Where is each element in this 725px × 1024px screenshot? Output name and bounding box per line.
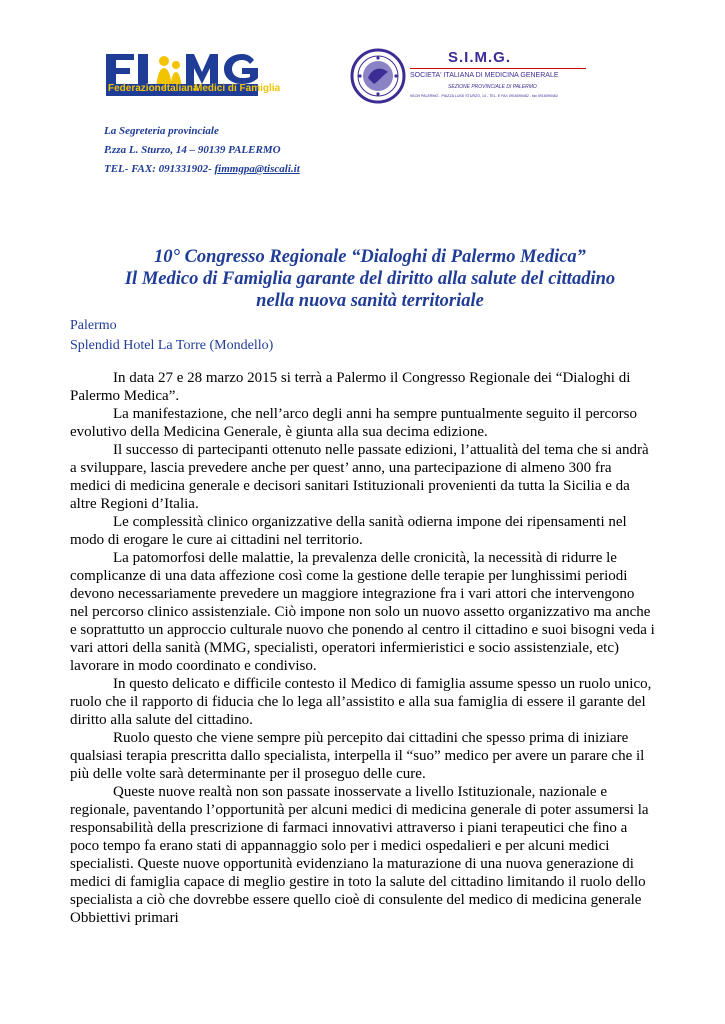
simg-address: 90139 PALERMO - PIAZZA LUIGI STURZO, 14 - TEL. E FAX 0916090462 - fax 0916090462	[410, 94, 558, 98]
secretariat-line: La Segreteria provinciale	[104, 125, 219, 137]
simg-name: SOCIETA' ITALIANA DI MEDICINA GENERALE	[410, 72, 559, 79]
fimmg-logo	[104, 50, 281, 116]
paragraph: Le complessità clinico organizzative della sanità odierna impone dei ripensamenti nel modo di erogare le cure ai cittadini nel territorio.	[70, 514, 627, 548]
body-text	[70, 369, 656, 927]
simg-section: SEZIONE PROVINCIALE DI PALERMO	[448, 84, 537, 90]
section-heading: Obbiettivi primari	[70, 910, 179, 926]
simg-seal-icon	[350, 48, 406, 104]
title-line: nella nuova sanità territoriale	[256, 291, 484, 311]
paragraph: In questo delicato e difficile contesto il Medico di famiglia assume spesso un ruolo unico, ruolo che il rapporto di fiducia che lo lega all’assistito e alla sua famiglia di essere il garante del diritto alla salute del cittadino.	[70, 676, 652, 728]
congress-location	[70, 316, 273, 356]
fimmg-band-word: Federazione	[108, 83, 167, 94]
congress-title	[60, 246, 680, 312]
paragraph: La manifestazione, che nell’arco degli anni ha sempre puntualmente seguito il percorso evolutivo della Medicina Generale, è giunta alla sua decima edizione.	[70, 406, 637, 440]
fimmg-band-word: Medici di Famiglia	[194, 83, 281, 94]
simg-title: S.I.M.G.	[448, 49, 512, 66]
fimmg-band-word: Italiana	[164, 83, 199, 94]
title-line: 10° Congresso Regionale “Dialoghi di Palermo Medica”	[154, 247, 586, 267]
secretariat-address	[104, 122, 300, 179]
secretariat-line	[104, 160, 300, 179]
paragraph: Ruolo questo che viene sempre più percepito dai cittadini che spesso prima di iniziare qualsiasi terapia prescritta dallo specialista, interpella il “suo” medico per avere un parare che il più delle volte sarà determinante per il proseguo delle cure.	[70, 730, 645, 782]
simg-divider	[410, 68, 586, 69]
title-line: Il Medico di Famiglia garante del diritto alla salute del cittadino	[124, 269, 616, 289]
paragraph: La patomorfosi delle malattie, la prevalenza delle cronicità, la necessità di ridurre le complicanze di una data affezione così come la gestione delle terapie per lunghissimi periodi devono necessariamente prevedere un maggiore integrazione fra i vari attori che intervengono nel percorso clinico assistenziale. Ciò impone non solo un nuovo assetto organizzativo ma anche e soprattutto un approccio culturale nuovo che ponendo al centro il cittadino e suoi bisogni veda i vari attori della sanità (MMG, specialisti, operatori infermieristici e socio assistenziale, etc) lavorare in modo coordinato e condiviso.	[70, 550, 655, 674]
paragraph: In data 27 e 28 marzo 2015 si terrà a Palermo il Congresso Regionale dei “Dialoghi di Palermo Medica”.	[70, 370, 631, 404]
paragraph: Il successo di partecipanti ottenuto nelle passate edizioni, l’attualità del tema che si andrà a sviluppare, lascia prevedere anche per quest’ anno, una partecipazione di almeno 300 fra medici di medicina generale e decisori sanitari Istituzionali provenienti da tutta la Sicilia e da altre Regioni d’Italia.	[70, 442, 649, 512]
fimmg-band	[106, 83, 281, 96]
location-venue: Splendid Hotel La Torre (Mondello)	[70, 338, 274, 353]
location-city: Palermo	[70, 318, 117, 333]
simg-logo	[350, 48, 590, 108]
email-link[interactable]: fimmgpa@tiscali.it	[214, 163, 300, 175]
paragraph: Queste nuove realtà non son passate inosservate a livello Istituzionale, nazionale e regionale, paventando l’opportunità per alcuni medici di medicina generale di poter assumersi la responsabilità della prescrizione di farmaci innovativi attraverso i piani terapeutici che fino a poco tempo fa erano stati di appannaggio solo per i medici ospedalieri e per alcuni medici specialisti. Queste nuove opportunità evidenziano la maturazione di una nuova generazione di medici di famiglia capace di meglio gestire in toto la salute del cittadino limitando il ruolo dello specialista a ciò che dovrebbe essere quello cioè di consulente del medico di medicina generale	[70, 784, 649, 908]
secretariat-line: P.zza L. Sturzo, 14 – 90139 PALERMO	[104, 144, 281, 156]
secretariat-phone: TEL- FAX: 091331902-	[104, 163, 215, 175]
